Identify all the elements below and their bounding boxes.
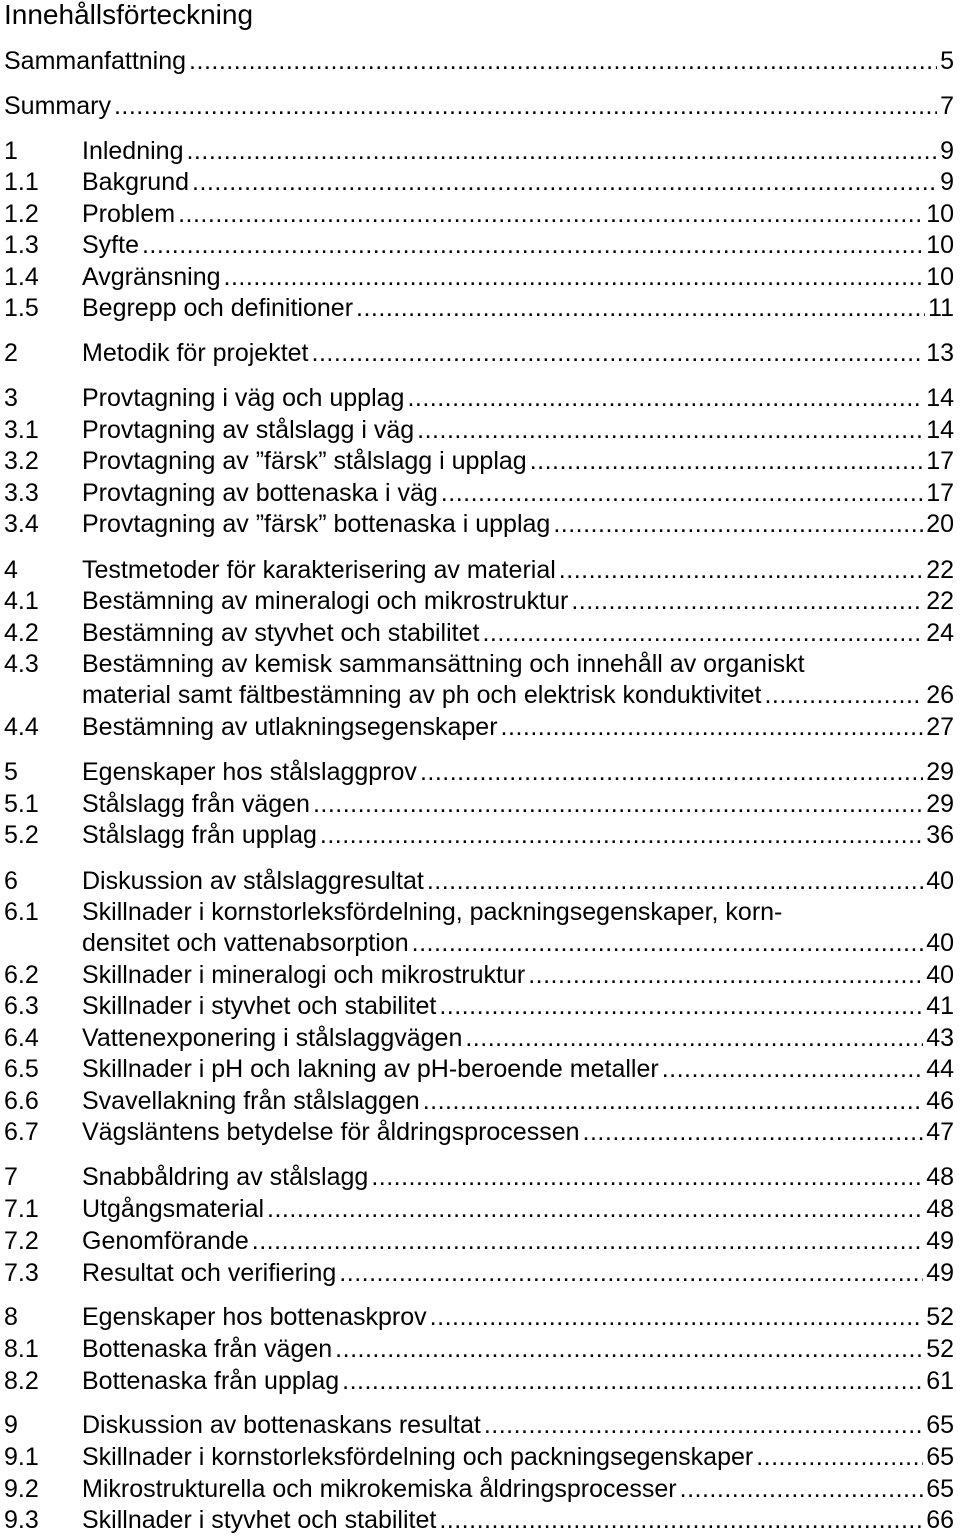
toc-entry-text: [82, 789, 954, 820]
toc-entry-label: Egenskaper hos stålslaggprov: [82, 758, 417, 786]
dot-leader: [756, 1442, 923, 1473]
toc-entry-text: [82, 928, 954, 959]
toc-entry-page-number: 49: [926, 1259, 954, 1287]
toc-entry[interactable]: [0, 618, 960, 649]
dot-leader: [114, 91, 937, 122]
toc-entry-label: Mikrostrukturella och mikrokemiska åldringsprocesser: [82, 1475, 677, 1503]
toc-entry-number: 3.1: [4, 416, 39, 444]
toc-entry-page-number: 24: [926, 619, 954, 647]
toc-entry-page-number: 36: [926, 821, 954, 849]
dot-leader: [662, 1054, 923, 1085]
toc-entry[interactable]: [0, 338, 960, 369]
toc-entry-number: 7.1: [4, 1195, 39, 1223]
toc-entry-label: Stålslagg från vägen: [82, 790, 310, 818]
toc-entry[interactable]: [0, 789, 960, 820]
toc-entry[interactable]: [0, 586, 960, 617]
toc-entry-label: Provtagning av bottenaska i väg: [82, 479, 438, 507]
toc-entry-text: [82, 446, 954, 477]
toc-entry[interactable]: [0, 991, 960, 1022]
toc-entry-label: Skillnader i kornstorleksfördelning och packningsegenskaper: [82, 1443, 754, 1471]
toc-entry-number: 4: [4, 556, 18, 584]
toc-entry-page-number: 9: [940, 168, 954, 196]
toc-entry-number: 9: [4, 1411, 18, 1439]
toc-entry-text: [82, 960, 954, 991]
toc-entry-text: [82, 1366, 954, 1397]
toc-entry-number: 3.2: [4, 447, 39, 475]
dot-leader: [430, 1302, 924, 1333]
toc-entry[interactable]: [0, 293, 960, 324]
toc-entry-page-number: 65: [926, 1411, 954, 1439]
toc-entry-text: [82, 1054, 954, 1085]
toc-entry-page-number: 46: [926, 1087, 954, 1115]
toc-entry-label: Vägsläntens betydelse för åldringsprocessen: [82, 1118, 580, 1146]
toc-entry-label: Avgränsning: [82, 263, 221, 291]
toc-entry-text: [4, 91, 954, 122]
toc-entry-label: Problem: [82, 200, 176, 228]
toc-entry-number: 8.1: [4, 1335, 39, 1363]
toc-entry-number: 5.2: [4, 821, 39, 849]
toc-entry[interactable]: [0, 960, 960, 991]
dot-leader: [553, 509, 923, 540]
toc-entry-number: 6.4: [4, 1024, 39, 1052]
toc-entry-text: [82, 1474, 954, 1505]
toc-entry-label-line1: [82, 649, 954, 680]
toc-entry[interactable]: [0, 415, 960, 446]
toc-entry-page-number: 29: [926, 790, 954, 818]
toc-entry-label: Testmetoder för karakterisering av material: [82, 556, 556, 584]
toc-entry[interactable]: [0, 46, 960, 77]
toc-entry-number: 1.1: [4, 168, 39, 196]
toc-entry[interactable]: [0, 230, 960, 261]
toc-entry[interactable]: [0, 478, 960, 509]
dot-leader: [441, 478, 923, 509]
toc-entry-number: 6.5: [4, 1055, 39, 1083]
toc-entry-page-number: 10: [926, 231, 954, 259]
toc-entry[interactable]: [0, 1410, 960, 1441]
dot-leader: [530, 446, 924, 477]
toc-entry-label: Snabbåldring av stålslagg: [82, 1163, 369, 1191]
dot-leader: [142, 230, 923, 261]
toc-entry-text: [4, 46, 954, 77]
toc-entry-page-number: 43: [926, 1024, 954, 1052]
toc-entry[interactable]: [0, 1258, 960, 1289]
toc-entry-label: Bestämning av utlakningsegenskaper: [82, 713, 498, 741]
toc-entry-label: Begrepp och definitioner: [82, 294, 354, 322]
toc-entry[interactable]: [0, 1086, 960, 1117]
toc-entry-number: 6.7: [4, 1118, 39, 1146]
toc-entry[interactable]: [0, 820, 960, 851]
dot-leader: [482, 618, 923, 649]
toc-entry-page-number: 10: [926, 200, 954, 228]
toc-entry-page-number: 40: [926, 929, 954, 957]
toc-entry-text: [82, 293, 954, 324]
toc-entry-text: [82, 555, 954, 586]
toc-entry-page-number: 14: [926, 384, 954, 412]
toc-entry[interactable]: [0, 712, 960, 743]
toc-entry-number: 1.4: [4, 263, 39, 291]
toc-entry-number: 9.3: [4, 1506, 39, 1534]
dot-leader: [420, 757, 923, 788]
toc-entry-text: [82, 866, 954, 897]
dot-leader: [439, 991, 923, 1022]
dot-leader: [178, 199, 923, 230]
toc-entry-number: 3.4: [4, 510, 39, 538]
toc-entry-label: Syfte: [82, 231, 139, 259]
toc-entry[interactable]: [0, 1162, 960, 1193]
toc-entry-page-number: 52: [926, 1303, 954, 1331]
dot-leader: [501, 712, 924, 743]
toc-entry-text: [82, 586, 954, 617]
toc-entry-text: [82, 478, 954, 509]
toc-entry-page-number: 20: [926, 510, 954, 538]
toc-entry[interactable]: [0, 383, 960, 414]
toc-entry-text: [82, 262, 954, 293]
toc-entry-page-number: 5: [940, 47, 954, 75]
toc-entry-page-number: 61: [926, 1367, 954, 1395]
toc-entry[interactable]: [0, 1194, 960, 1225]
toc-entry-text: [82, 618, 954, 649]
toc-entry-page-number: 65: [926, 1475, 954, 1503]
toc-entry-number: 6.3: [4, 992, 39, 1020]
toc-entry[interactable]: [0, 136, 960, 167]
dot-leader: [559, 555, 923, 586]
toc-entry-number: 6: [4, 867, 18, 895]
toc-entry-page-number: 10: [926, 263, 954, 291]
toc-entry-number: 4.1: [4, 587, 39, 615]
toc-entry-number: 4.2: [4, 619, 39, 647]
toc-entry-number: 3: [4, 384, 18, 412]
toc-entry[interactable]: [0, 1023, 960, 1054]
toc-entry-page-number: 22: [926, 556, 954, 584]
toc-entry-page-number: 26: [926, 681, 954, 709]
toc-entry-text: [82, 1302, 954, 1333]
toc-entry-number: 8.2: [4, 1367, 39, 1395]
toc-entry-number: 3.3: [4, 479, 39, 507]
toc-entry-number: 9.2: [4, 1475, 39, 1503]
dot-leader: [407, 383, 923, 414]
toc-entry-text: [82, 167, 954, 198]
toc-entry-label: Provtagning av stålslagg i väg: [82, 416, 415, 444]
toc-entry-label: Svavellakning från stålslaggen: [82, 1087, 420, 1115]
toc-entry-label: densitet och vattenabsorption: [82, 929, 409, 957]
toc-entry[interactable]: [0, 866, 960, 897]
toc-entry-page-number: 17: [926, 479, 954, 507]
toc-entry-label: Bestämning av mineralogi och mikrostruktur: [82, 587, 569, 615]
toc-entry-page-number: 9: [940, 137, 954, 165]
toc-entry[interactable]: [0, 91, 960, 122]
toc-entry-page-number: 52: [926, 1335, 954, 1363]
dot-leader: [356, 293, 925, 324]
toc-entry-number: 6.1: [4, 898, 39, 926]
toc-entry-label: Metodik för projektet: [82, 339, 309, 367]
toc-entry[interactable]: [0, 1226, 960, 1257]
toc-entry-text: [82, 1442, 954, 1473]
toc-entry-label: Bottenaska från upplag: [82, 1367, 340, 1395]
dot-leader: [484, 1410, 923, 1441]
toc-entry-number: 5.1: [4, 790, 39, 818]
toc-entry-label: Bottenaska från vägen: [82, 1335, 333, 1363]
dot-leader: [267, 1194, 923, 1225]
dot-leader: [423, 1086, 923, 1117]
toc-entry-page-number: 49: [926, 1227, 954, 1255]
dot-leader: [252, 1226, 923, 1257]
toc-entry-page-number: 48: [926, 1163, 954, 1191]
toc-entry-number: 7.3: [4, 1259, 39, 1287]
toc-entry-label: Skillnader i styvhet och stabilitet: [82, 992, 437, 1020]
toc-entry-text: [82, 1086, 954, 1117]
page-title: Innehållsförteckning: [4, 0, 254, 30]
toc-entry-label: Stålslagg från upplag: [82, 821, 317, 849]
toc-entry-text: [82, 199, 954, 230]
toc-entry-page-number: 66: [926, 1506, 954, 1534]
toc-entry-number: 1.5: [4, 294, 39, 322]
toc-entry[interactable]: [0, 757, 960, 788]
toc-entry-page-number: 17: [926, 447, 954, 475]
toc-entry-number: 7: [4, 1163, 18, 1191]
toc-entry-label: Resultat och verifiering: [82, 1259, 337, 1287]
toc-entry-label: Inledning: [82, 137, 184, 165]
toc-entry-text: [82, 1194, 954, 1225]
dot-leader: [417, 415, 923, 446]
dot-leader: [680, 1474, 924, 1505]
dot-leader: [186, 136, 937, 167]
toc-entry-text: [82, 509, 954, 540]
toc-entry[interactable]: [0, 1366, 960, 1397]
toc-entry-number: 1.3: [4, 231, 39, 259]
toc-entry-text: [82, 1410, 954, 1441]
toc-entry-number: 9.1: [4, 1443, 39, 1471]
toc-entry[interactable]: [0, 1302, 960, 1333]
toc-entry-text: [82, 1117, 954, 1148]
toc-entry-label: Summary: [4, 92, 111, 120]
dot-leader: [339, 1258, 923, 1289]
dot-leader: [313, 789, 923, 820]
toc-entry-label: Utgångsmaterial: [82, 1195, 265, 1223]
toc-entry-text: [82, 1162, 954, 1193]
toc-entry-number: 4.4: [4, 713, 39, 741]
toc-entry-label: Genomförande: [82, 1227, 249, 1255]
toc-entry-number: 7.2: [4, 1227, 39, 1255]
toc-entry-label: Provtagning av ”färsk” stålslagg i upplag: [82, 447, 527, 475]
toc-entry-label: Bestämning av kemisk sammansättning och innehåll av organiskt: [82, 650, 805, 678]
dot-leader: [427, 866, 923, 897]
toc-entry-text: [82, 712, 954, 743]
toc-entry-page-number: 27: [926, 713, 954, 741]
dot-leader: [342, 1366, 923, 1397]
dot-leader: [583, 1117, 924, 1148]
dot-leader: [224, 262, 924, 293]
toc-entry-page-number: 13: [926, 339, 954, 367]
toc-entry[interactable]: [0, 897, 960, 959]
toc-entry-text: [82, 1023, 954, 1054]
toc-entry-text: [82, 338, 954, 369]
toc-entry[interactable]: [0, 199, 960, 230]
toc-entry-text: [82, 1505, 954, 1536]
toc-entry-number: 1.2: [4, 200, 39, 228]
toc-entry-page-number: 22: [926, 587, 954, 615]
toc-entry-label: Diskussion av stålslaggresultat: [82, 867, 424, 895]
toc-entry-number: 8: [4, 1303, 18, 1331]
dot-leader: [371, 1162, 923, 1193]
toc-entry-label: Bakgrund: [82, 168, 190, 196]
dot-leader: [320, 820, 923, 851]
toc-entry-number: 1: [4, 137, 18, 165]
dot-leader: [528, 960, 923, 991]
toc-entry-number: 5: [4, 758, 18, 786]
dot-leader: [439, 1505, 923, 1536]
toc-entry[interactable]: [0, 1474, 960, 1505]
dot-leader: [412, 928, 924, 959]
toc-entry-text: [82, 680, 954, 711]
toc-entry-label-line1: [82, 897, 954, 928]
toc-entry-page-number: 29: [926, 758, 954, 786]
toc-entry-label: Vattenexponering i stålslaggvägen: [82, 1024, 463, 1052]
toc-entry-label: Diskussion av bottenaskans resultat: [82, 1411, 481, 1439]
toc-entry-page-number: 40: [926, 867, 954, 895]
toc-entry[interactable]: [0, 555, 960, 586]
dot-leader: [335, 1334, 923, 1365]
toc-entry-text: [82, 1226, 954, 1257]
toc-entry-text: [82, 383, 954, 414]
toc-entry-page-number: 48: [926, 1195, 954, 1223]
toc-entry-number: 4.3: [4, 650, 39, 678]
toc-entry-number: 6.6: [4, 1087, 39, 1115]
toc-entry[interactable]: [0, 1054, 960, 1085]
dot-leader: [571, 586, 923, 617]
toc-entry-text: [82, 820, 954, 851]
toc-entry-page-number: 47: [926, 1118, 954, 1146]
dot-leader: [465, 1023, 923, 1054]
toc-entry-label: Provtagning i väg och upplag: [82, 384, 405, 412]
toc-entry[interactable]: [0, 1505, 960, 1536]
toc-entry-page-number: 40: [926, 961, 954, 989]
toc-entry-label: Provtagning av ”färsk” bottenaska i upplag: [82, 510, 551, 538]
toc-entry-number: 2: [4, 339, 18, 367]
toc-entry[interactable]: [0, 446, 960, 477]
toc-entry-label: Skillnader i pH och lakning av pH-beroende metaller: [82, 1055, 659, 1083]
toc-entry-label: Sammanfattning: [4, 47, 187, 75]
toc-entry-text: [82, 136, 954, 167]
toc-entry-page-number: 11: [928, 294, 954, 322]
dot-leader: [764, 680, 923, 711]
toc-entry-label: Skillnader i kornstorleksfördelning, packningsegenskaper, korn-: [82, 898, 783, 926]
toc-entry-page-number: 65: [926, 1443, 954, 1471]
toc-entry[interactable]: [0, 167, 960, 198]
toc-entry[interactable]: [0, 262, 960, 293]
toc-entry[interactable]: [0, 649, 960, 711]
toc-entry-number: 6.2: [4, 961, 39, 989]
toc-entry-page-number: 7: [940, 92, 954, 120]
toc-entry-label: Skillnader i styvhet och stabilitet: [82, 1506, 437, 1534]
toc-entry-text: [82, 1258, 954, 1289]
toc-entry-text: [82, 757, 954, 788]
toc-entry-page-number: 41: [926, 992, 954, 1020]
toc-entry-text: [82, 230, 954, 261]
dot-leader: [189, 46, 937, 77]
toc-entry[interactable]: [0, 1117, 960, 1148]
toc-entry-text: [82, 991, 954, 1022]
toc-entry-page-number: 14: [926, 416, 954, 444]
toc-entry-page-number: 44: [926, 1055, 954, 1083]
dot-leader: [192, 167, 937, 198]
toc-entry[interactable]: [0, 509, 960, 540]
toc-entry[interactable]: [0, 1334, 960, 1365]
toc-entry-text: [82, 415, 954, 446]
toc-entry-text: [82, 1334, 954, 1365]
toc-entry-label: Skillnader i mineralogi och mikrostruktur: [82, 961, 526, 989]
toc-entry-label: Bestämning av styvhet och stabilitet: [82, 619, 480, 647]
toc-entry-label: material samt fältbestämning av ph och elektrisk konduktivitet: [82, 681, 762, 709]
toc-entry-label: Egenskaper hos bottenaskprov: [82, 1303, 427, 1331]
toc-entry[interactable]: [0, 1442, 960, 1473]
dot-leader: [312, 338, 924, 369]
